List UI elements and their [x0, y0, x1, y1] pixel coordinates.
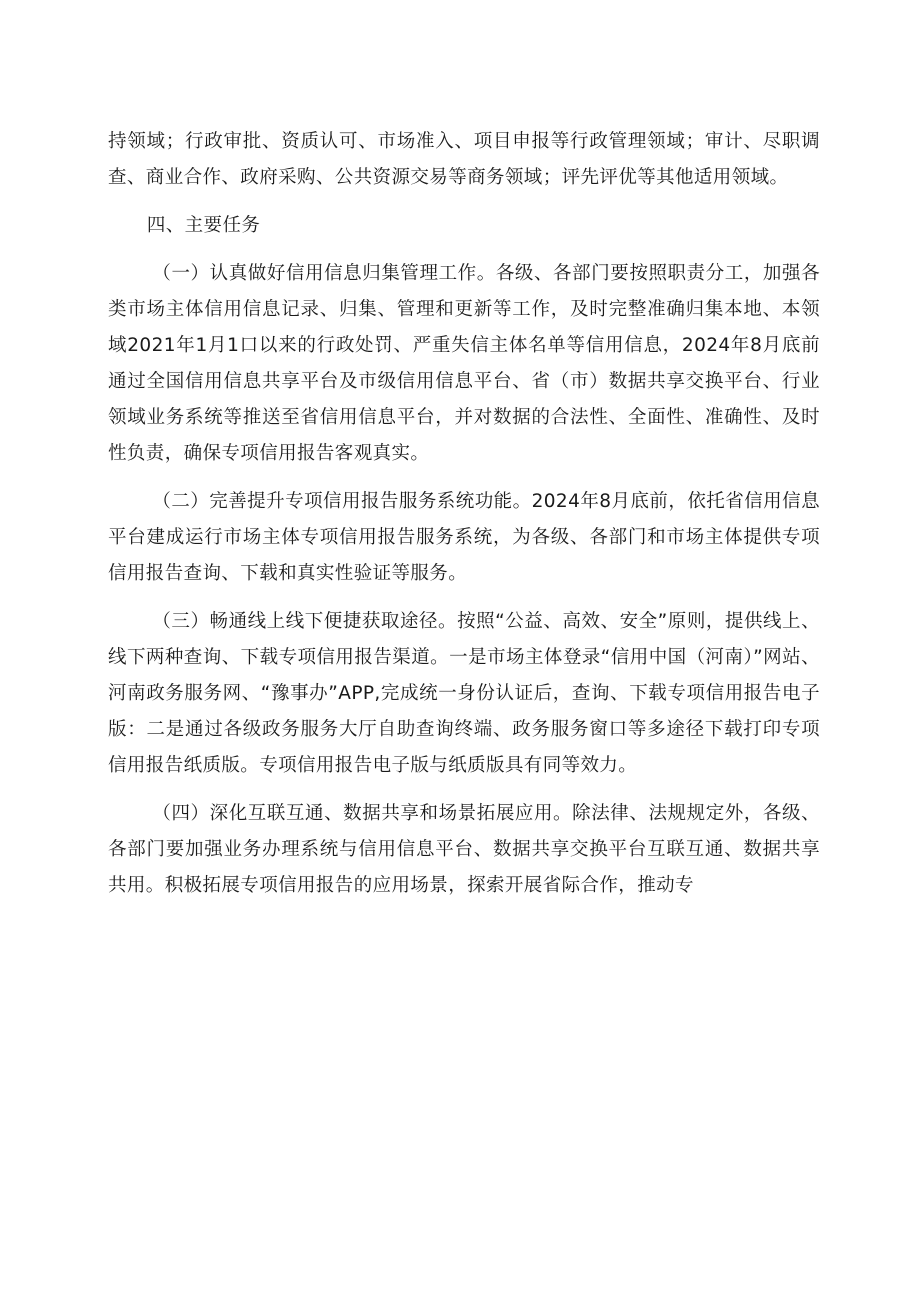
- task-paragraph-4: （四）深化互联互通、数据共享和场景拓展应用。除法律、法规规定外，各级、各部门要加强业务办理系统与信用信息平台、数据共享交换平台互联互通、数据共享共用。积极拓展专项信用报告的应用场景，探索开展省际合作，推动专: [108, 803, 820, 896]
- section-heading: 四、主要任务: [146, 215, 261, 236]
- continuation-paragraph: 持领域；行政审批、资质认可、市场准入、项目申报等行政管理领域；审计、尽职调查、商业合作、政府采购、公共资源交易等商务领域；评先评优等其他适用领域。: [108, 131, 820, 188]
- task-paragraph-1: （一）认真做好信用信息归集管理工作。各级、各部门要按照职责分工，加强各类市场主体信用信息记录、归集、管理和更新等工作，及时完整准确归集本地、本领域2021年1月1口以来的行政处罚、严重失信主体名单等信用信息，2024年8月底前通过全国信用信息共享平台及市级信用信息平台、省（市）数据共享交换平台、行业领域业务系统等推送至省信用信息平台，并对数据的合法性、全面性、准确性、及时性负责，确保专项信用报告客观真实。: [108, 263, 820, 464]
- task-paragraph-2: （二）完善提升专项信用报告服务系统功能。2024年8月底前，依托省信用信息平台建成运行市场主体专项信用报告服务系统，为各级、各部门和市场主体提供专项信用报告查询、下载和真实性验证等服务。: [108, 491, 820, 584]
- task-paragraph-3: （三）畅通线上线下便捷获取途径。按照“公益、高效、安全”原则，提供线上、线下两种查询、下载专项信用报告渠道。一是市场主体登录“信用中国（河南）”网站、河南政务服务网、“豫事办”APP,完成统一身份认证后，查询、下载专项信用报告电子版：二是通过各级政务服务大厅自助查询终端、政务服务窗口等多途径下载打印专项信用报告纸质版。专项信用报告电子版与纸质版具有同等效力。: [108, 611, 820, 776]
- document-body: [108, 124, 820, 904]
